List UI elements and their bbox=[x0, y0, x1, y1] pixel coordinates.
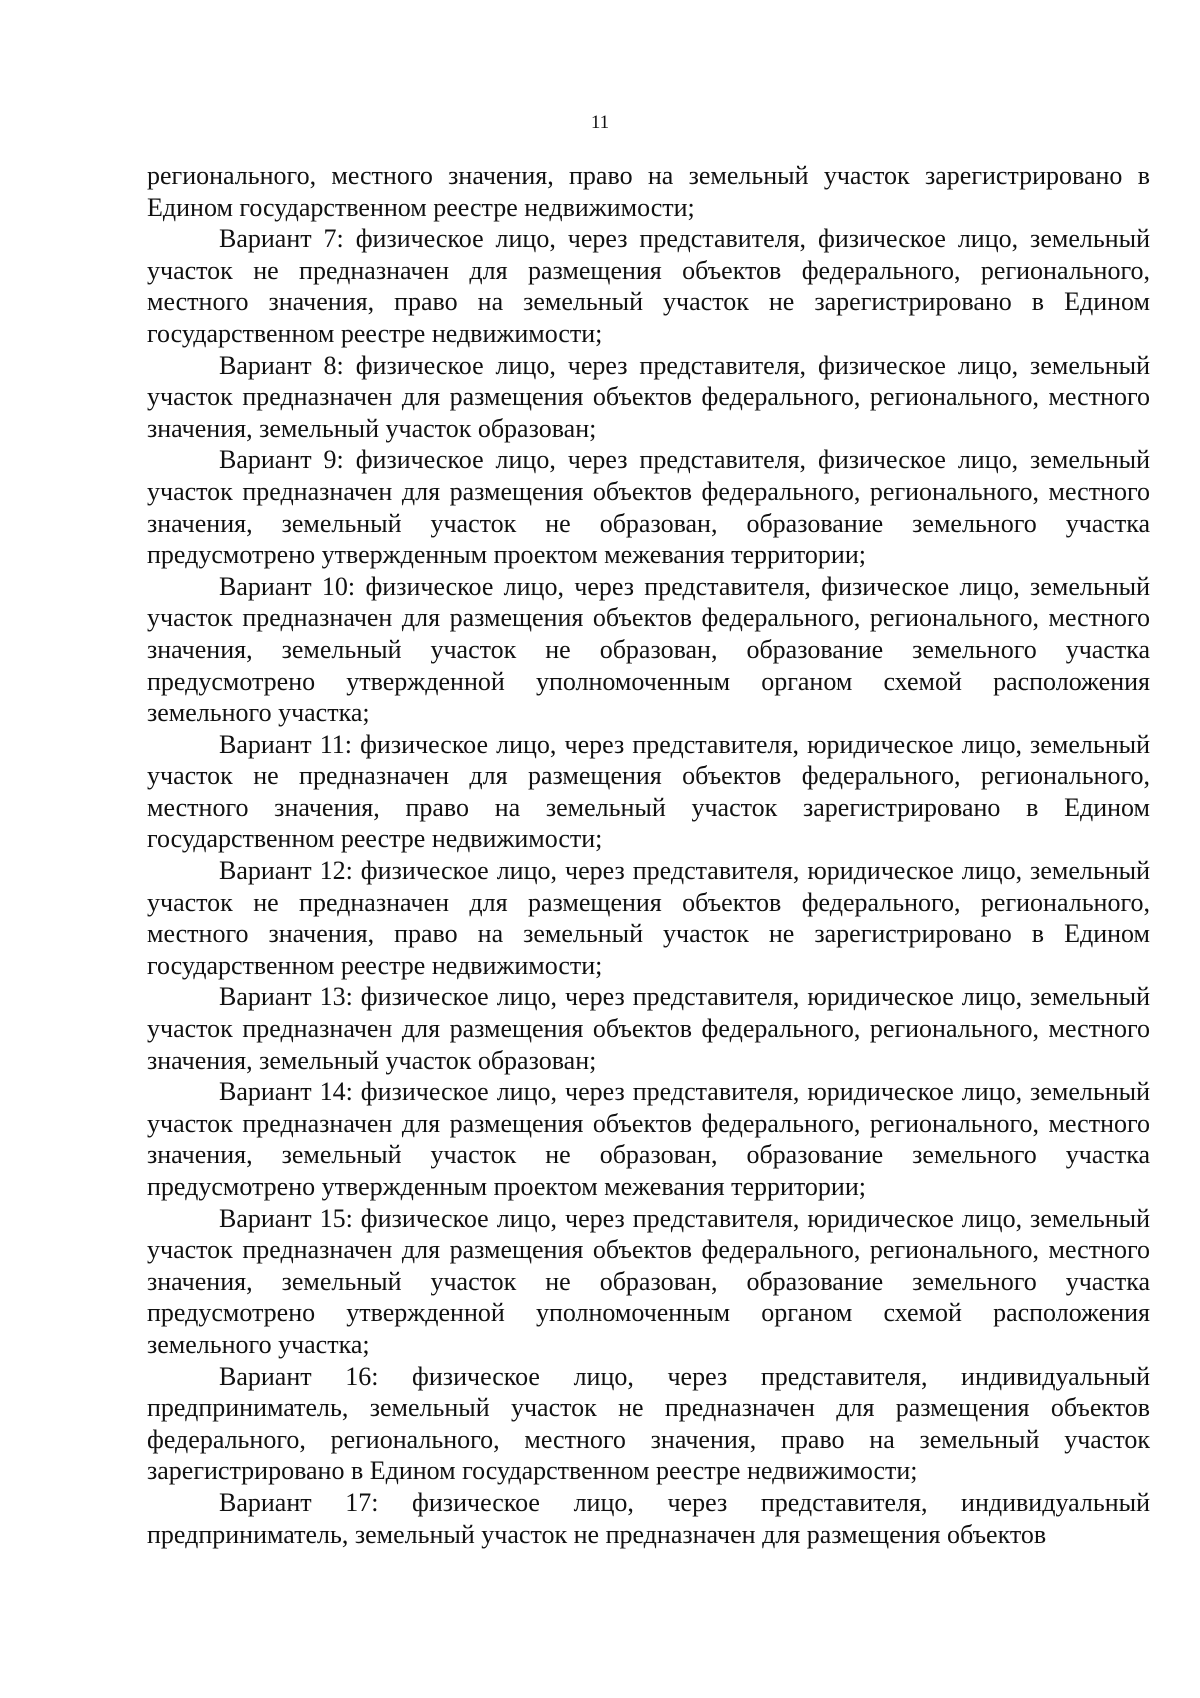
paragraph-variant: Вариант 11: физическое лицо, через представителя, юридическое лицо, земельный участок не предназначен для размещения объектов федерального, регионального, местного значения, право на земельный участок зарегистрировано в Едином государственном реестре недвижимости; bbox=[147, 729, 1150, 854]
paragraph-variant: Вариант 14: физическое лицо, через представителя, юридическое лицо, земельный участок предназначен для размещения объектов федерального, регионального, местного значения, земельный участок не образован, образование земельного участка предусмотрено утвержденным проектом межевания территории; bbox=[147, 1077, 1150, 1201]
page-number: 11 bbox=[590, 112, 610, 133]
paragraph-variant: Вариант 9: физическое лицо, через представителя, физическое лицо, земельный участок предназначен для размещения объектов федерального, регионального, местного значения, земельный участок не образован, образование земельного участка предусмотрено утвержденным проектом межевания территории; bbox=[147, 445, 1150, 570]
paragraph-variant: Вариант 7: физическое лицо, через представителя, физическое лицо, земельный участок не предназначен для размещения объектов федерального, регионального, местного значения, право на земельный участок не зарегистрировано в Едином государственном реестре недвижимости; bbox=[147, 224, 1150, 348]
paragraph-variant: Вариант 15: физическое лицо, через представителя, юридическое лицо, земельный участок предназначен для размещения объектов федерального, регионального, местного значения, земельный участок не образован, образование земельного участка предусмотрено утвержденной уполномоченным органом схемой расположения земельного участка; bbox=[147, 1203, 1150, 1359]
paragraph-variant: Вариант 17: физическое лицо, через представителя, индивидуальный предприниматель, земельный участок не предназначен для размещения объектов bbox=[147, 1487, 1150, 1549]
paragraph-variant: Вариант 12: физическое лицо, через представителя, юридическое лицо, земельный участок не предназначен для размещения объектов федерального, регионального, местного значения, право на земельный участок не зарегистрировано в Едином государственном реестре недвижимости; bbox=[147, 856, 1150, 980]
paragraph-variant: Вариант 10: физическое лицо, через представителя, физическое лицо, земельный участок предназначен для размещения объектов федерального, регионального, местного значения, земельный участок не образован, образование земельного участка предусмотрено утвержденной уполномоченным органом схемой расположения земельного участка; bbox=[147, 571, 1150, 728]
paragraph-variant: Вариант 13: физическое лицо, через представителя, юридическое лицо, земельный участок предназначен для размещения объектов федерального, регионального, местного значения, земельный участок образован; bbox=[147, 982, 1150, 1075]
paragraph-variant: Вариант 8: физическое лицо, через представителя, физическое лицо, земельный участок предназначен для размещения объектов федерального, регионального, местного значения, земельный участок образован; bbox=[147, 350, 1150, 443]
document-body bbox=[147, 160, 1150, 1550]
paragraph-variant: Вариант 16: физическое лицо, через представителя, индивидуальный предприниматель, земельный участок не предназначен для размещения объектов федерального, регионального, местного значения, право на земельный участок зарегистрировано в Едином государственном реестре недвижимости; bbox=[147, 1361, 1150, 1486]
paragraph-continuation: регионального, местного значения, право на земельный участок зарегистрировано в Едином государственном реестре недвижимости; bbox=[147, 161, 1150, 222]
